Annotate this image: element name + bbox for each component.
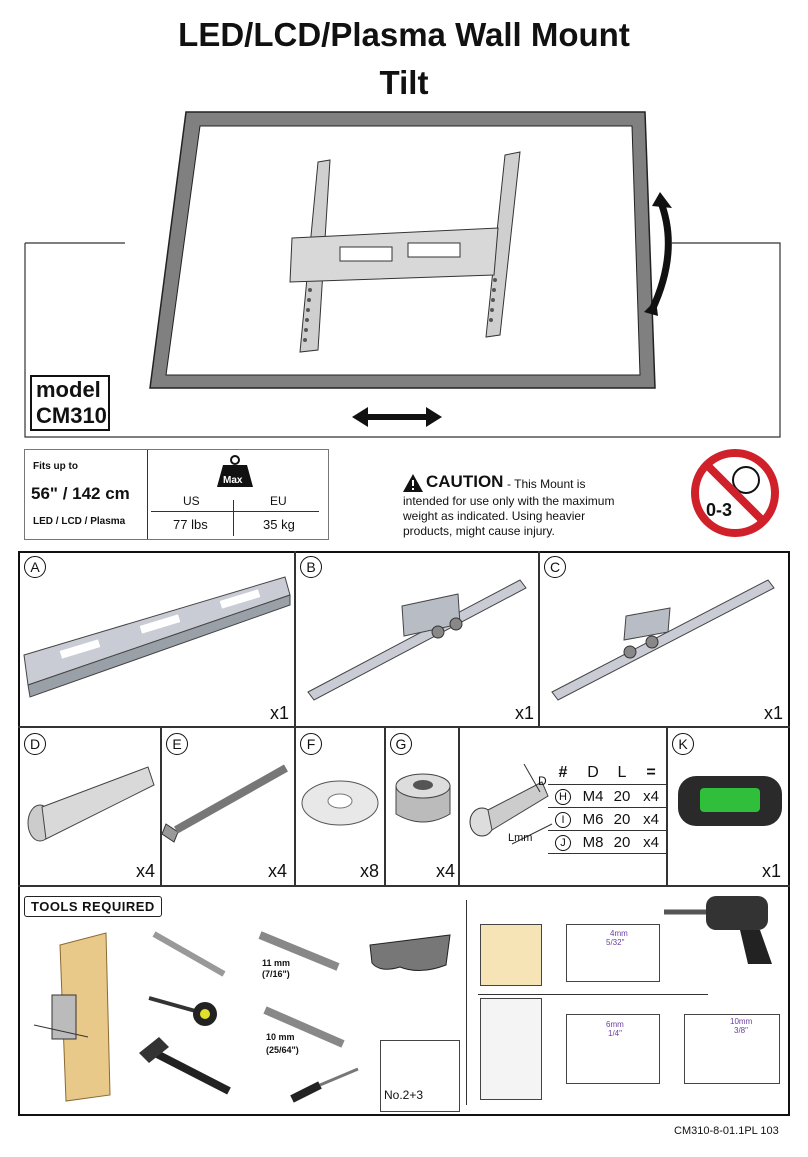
screw-row-i-l: 20: [613, 810, 631, 828]
screw-row-h-l: 20: [613, 787, 631, 805]
wall-mount-illustration: [0, 100, 808, 445]
tools-required-title: TOOLS REQUIRED: [24, 896, 162, 917]
wrench-11mm-label: 11 mm: [262, 958, 291, 968]
screwdriver-size: No.2+3: [384, 1088, 424, 1102]
caution-line-3: weight as indicated. Using heavier: [403, 509, 586, 523]
age-restriction-icon: [690, 448, 780, 538]
part-k-qty: x1: [762, 861, 782, 881]
part-g-label: G: [390, 733, 412, 755]
part-a-wall-plate: [20, 565, 292, 705]
caution-line-1: - This Mount is: [507, 477, 586, 491]
screw-table: [548, 762, 666, 854]
max-screen-size: 56" / 142 cm: [31, 484, 130, 503]
screw-header-l: L: [617, 764, 627, 781]
wood-bit-mm: 4mm: [610, 929, 628, 938]
page-subtitle: Tilt: [379, 64, 429, 101]
display-types: LED / LCD / Plasma: [33, 516, 126, 527]
screw-row-h-d: M4: [582, 787, 604, 805]
pencil-icon: [150, 930, 230, 980]
screw-row-j: [548, 830, 666, 854]
part-c-qty: x1: [764, 703, 784, 723]
concrete-bit2-mm: 10mm: [730, 1017, 753, 1026]
concrete-bit2-in: 3/8": [734, 1026, 748, 1035]
part-f-label: F: [300, 733, 322, 755]
screw-row-j-id: J: [555, 835, 571, 851]
part-k-label: K: [672, 733, 694, 755]
screwdriver-icon: [288, 1055, 368, 1105]
age-badge-text: 0-3: [706, 500, 733, 520]
page-title: LED/LCD/Plasma Wall Mount: [178, 16, 630, 53]
wood-material-icon: [480, 924, 542, 986]
fits-up-to-label: Fits up to: [33, 461, 78, 472]
screw-row-j-d: M8: [582, 833, 604, 851]
part-d-anchor: [20, 755, 160, 855]
part-e-lag-bolt: [162, 760, 292, 850]
weight-max-label: Max: [223, 475, 243, 486]
part-d-label: D: [24, 733, 46, 755]
screw-header-num: #: [558, 764, 568, 781]
part-e-label: E: [166, 733, 188, 755]
wrench-10mm-label: 10 mm: [266, 1032, 295, 1042]
part-k-level: [672, 768, 786, 838]
screw-l-label: Lmm: [508, 832, 533, 844]
screw-row-j-qty: x4: [643, 833, 659, 851]
warning-icon: [402, 473, 424, 493]
part-a-qty: x1: [270, 703, 290, 723]
caution-word: CAUTION: [426, 472, 504, 491]
screw-header-qty: =: [646, 764, 656, 781]
screw-d-label: D: [538, 774, 547, 788]
part-f-qty: x8: [360, 861, 380, 881]
part-a-label: A: [24, 556, 46, 578]
part-d-qty: x4: [136, 861, 156, 881]
us-label: US: [183, 494, 200, 508]
caution-line-4: products, might cause injury.: [403, 524, 555, 538]
part-g-spacer: [390, 768, 456, 834]
spec-box: [24, 449, 329, 540]
screw-header-d: D: [587, 764, 599, 781]
caution-line-2: intended for use only with the maximum: [403, 494, 615, 508]
screw-row-i: [548, 807, 666, 830]
part-b-qty: x1: [515, 703, 535, 723]
model-box: [30, 375, 110, 431]
drill-icon: [660, 892, 786, 966]
tape-measure-icon: [145, 990, 225, 1030]
part-f-washer: [298, 775, 382, 835]
model-label: model: [36, 377, 101, 402]
part-g-qty: x4: [436, 861, 456, 881]
footer-code: CM310-8-01.1PL 103: [674, 1125, 779, 1137]
part-e-qty: x4: [268, 861, 288, 881]
screw-row-j-l: 20: [613, 833, 631, 851]
eu-weight: 35 kg: [263, 517, 295, 532]
screw-row-h-qty: x4: [643, 787, 659, 805]
part-c-rail: [542, 560, 788, 705]
screw-row-i-id: I: [555, 812, 571, 828]
screw-row-h: [548, 784, 666, 807]
concrete-material-icon: [480, 998, 542, 1100]
part-b-rail: [298, 560, 538, 705]
safety-glasses-icon: [360, 925, 460, 985]
part-c-label: C: [544, 556, 566, 578]
hammer-icon: [135, 1035, 235, 1105]
part-b-label: B: [300, 556, 322, 578]
eu-label: EU: [270, 494, 287, 508]
screw-row-h-id: H: [555, 789, 571, 805]
concrete-bit1-in: 1/4": [608, 1029, 622, 1038]
wrench-11mm-inch: (7/16"): [262, 969, 290, 979]
us-weight: 77 lbs: [173, 517, 208, 532]
wrench-10mm-inch: (25/64"): [266, 1045, 299, 1055]
wood-bit-in: 5/32": [606, 938, 625, 947]
concrete-bit1-mm: 6mm: [606, 1020, 624, 1029]
wall-stud-icon: [30, 925, 130, 1105]
screw-row-i-d: M6: [582, 810, 604, 828]
screw-row-i-qty: x4: [643, 810, 659, 828]
model-code: CM310: [36, 403, 107, 428]
